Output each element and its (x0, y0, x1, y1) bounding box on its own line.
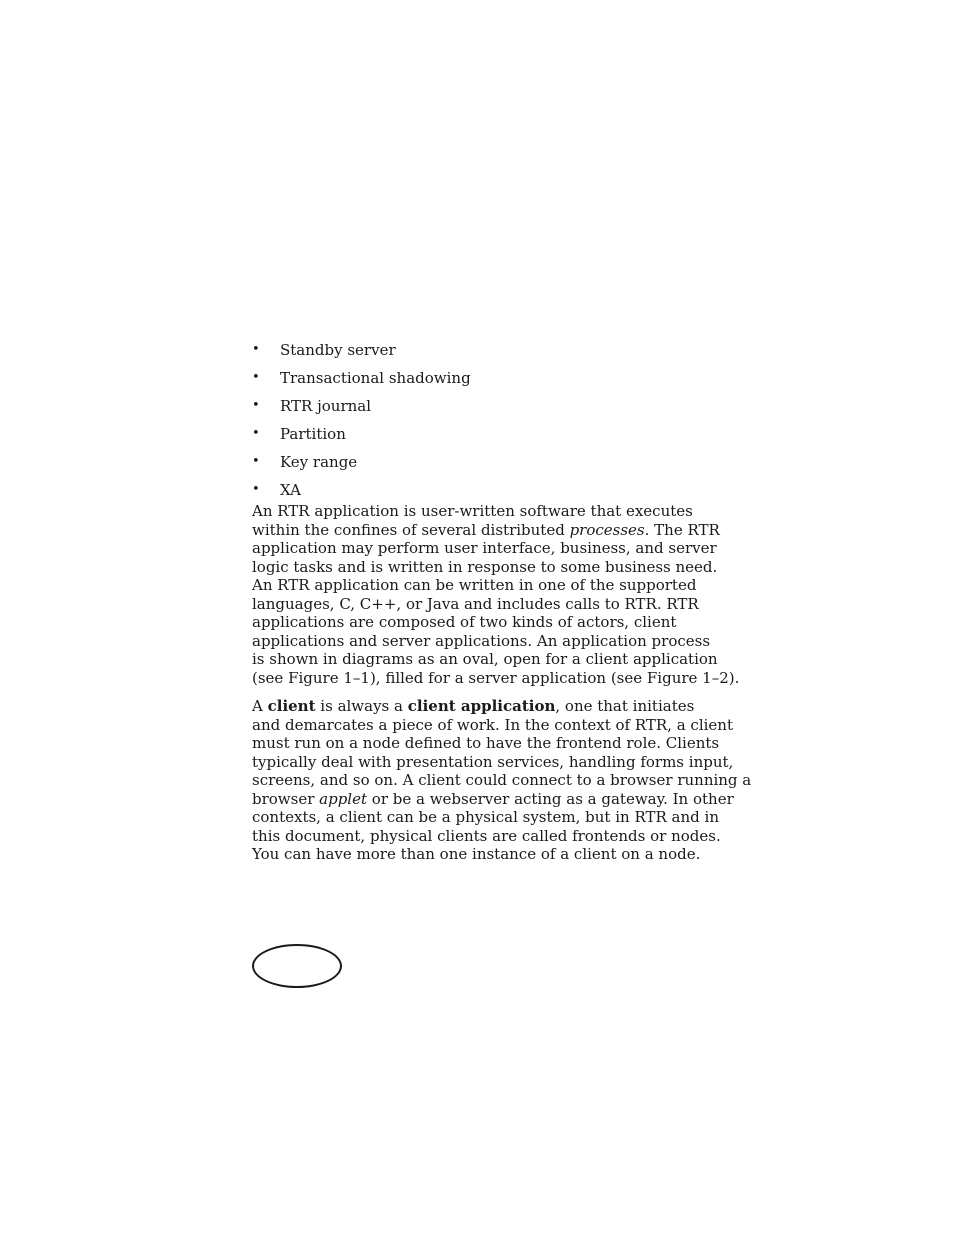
text-line (252, 808, 742, 827)
text-line (252, 734, 742, 753)
text-run: or be a webserver acting as a gateway. In other (367, 789, 734, 808)
text-run: You can have more than one instance of a client on a node. (252, 845, 701, 863)
bullet-icon: • (252, 342, 260, 357)
text-run: , one that initiates (555, 697, 695, 715)
text-run: this document, physical clients are called frontends or nodes. (252, 826, 721, 845)
list-item-text: Standby server (280, 341, 396, 359)
list-item-text: XA (280, 481, 301, 499)
client-application-oval-figure (252, 944, 342, 988)
text-run: browser (252, 789, 320, 808)
text-run: . The RTR (644, 520, 720, 539)
text-run: is always a (315, 697, 408, 715)
term-client-application: client application (407, 697, 556, 715)
bullet-icon: • (252, 398, 260, 413)
text-run: logic tasks and is written in response to some business need. (252, 557, 718, 576)
text-run: An RTR application is user-written software that executes (252, 502, 693, 520)
text-line (252, 576, 742, 595)
bullet-icon: • (252, 482, 260, 497)
text-run: A (252, 697, 268, 715)
list-item (252, 481, 742, 509)
text-run: application may perform user interface, business, and server (252, 539, 717, 557)
text-line (252, 827, 742, 846)
text-run: must run on a node defined to have the frontend role. Clients (252, 734, 720, 752)
text-run: languages, C, C++, or Java and includes calls to RTR. RTR (252, 594, 699, 613)
text-run: An RTR application can be written in one of the supported (252, 576, 697, 594)
list-item (252, 369, 742, 397)
text-line (252, 753, 742, 772)
text-run: applications are composed of two kinds of actors, client (252, 613, 677, 631)
list-item (252, 425, 742, 453)
list-item (252, 397, 742, 425)
text-line (252, 539, 742, 558)
text-run: screens, and so on. A client could connect to a browser running a (252, 771, 752, 789)
text-run: and demarcates a piece of work. In the context of RTR, a client (252, 715, 733, 734)
text-run: contexts, a client can be a physical system, but in RTR and in (252, 808, 719, 826)
text-line (252, 697, 742, 716)
text-line (252, 771, 752, 790)
text-line (252, 558, 742, 577)
term-client: client (267, 697, 316, 715)
bullet-icon: • (252, 370, 260, 385)
text-line (252, 632, 742, 651)
list-item-text: Transactional shadowing (280, 369, 471, 387)
text-run: (see Figure 1–1), filled for a server application (see Figure 1–2). (252, 668, 740, 687)
paragraph-client (252, 697, 752, 864)
text-line (252, 790, 742, 809)
emphasis-processes: processes (569, 520, 645, 539)
bullet-icon: • (252, 454, 260, 469)
list-item (252, 453, 742, 481)
text-line (252, 521, 742, 540)
text-line (252, 845, 742, 864)
emphasis-applet: applet (319, 789, 368, 808)
list-item-text: Key range (280, 453, 358, 471)
text-run: within the confines of several distributed (252, 520, 570, 539)
text-run: typically deal with presentation services, handling forms input, (252, 752, 734, 771)
text-line (252, 669, 742, 688)
list-item-text: Partition (280, 425, 346, 443)
bullet-list (252, 341, 742, 509)
page-content (252, 341, 752, 864)
list-item-text: RTR journal (280, 397, 372, 415)
text-run: is shown in diagrams as an oval, open for a client application (252, 650, 718, 668)
text-line (252, 595, 742, 614)
text-line (252, 613, 742, 632)
bullet-icon: • (252, 426, 260, 441)
text-line (252, 650, 742, 669)
list-item (252, 341, 742, 369)
text-run: applications and server applications. An application process (252, 631, 711, 650)
paragraph-rtr-application (252, 502, 742, 687)
text-line (252, 716, 742, 735)
